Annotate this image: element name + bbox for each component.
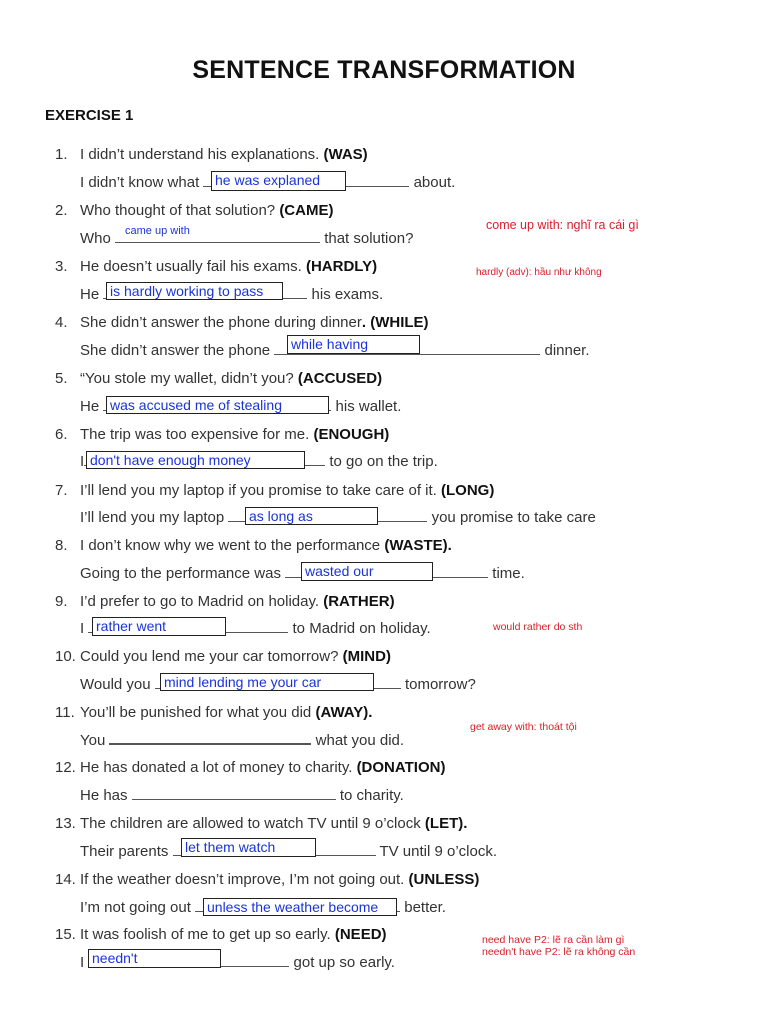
question-text: If the weather doesn’t improve, I’m not going out. <box>80 871 405 888</box>
keyword: . (WHILE) <box>361 314 429 331</box>
question-text: “You stole my wallet, didn’t you? <box>80 370 294 387</box>
answer-field-7[interactable]: as long as <box>245 507 378 525</box>
answer-field-8[interactable]: wasted our <box>301 562 433 581</box>
answer-text-2[interactable]: came up with <box>125 225 190 237</box>
keyword: (WASTE). <box>384 537 452 554</box>
answer-suffix: to Madrid on holiday. <box>292 620 431 637</box>
answer-prefix: I’m not going out <box>80 899 191 916</box>
answer-field-6[interactable]: don't have enough money <box>86 451 305 469</box>
keyword: (ENOUGH) <box>313 426 390 443</box>
answer-prefix: I <box>80 453 85 470</box>
answer-field-14[interactable]: unless the weather become <box>203 898 397 916</box>
question-4 <box>55 314 429 331</box>
answer-suffix: his wallet. <box>335 398 402 415</box>
question-text: Who thought of that solution? <box>80 202 276 219</box>
blank-line <box>109 731 311 745</box>
keyword: (CAME) <box>279 202 334 219</box>
answer-prefix: I didn’t know what <box>80 174 200 191</box>
answer-field-13[interactable]: let them watch <box>181 838 316 857</box>
question-7 <box>55 482 494 499</box>
answer-field-9[interactable]: rather went <box>92 617 226 636</box>
question-number: 15. <box>55 926 76 943</box>
answer-field-10[interactable]: mind lending me your car <box>160 673 374 691</box>
question-text: I’d prefer to go to Madrid on holiday. <box>80 593 320 610</box>
note-came-up: come up with: nghĩ ra cái gì <box>486 218 639 232</box>
note-hardly: hardly (adv): hầu như không <box>476 267 602 278</box>
note-rather: would rather do sth <box>493 621 583 633</box>
keyword: (ACCUSED) <box>297 370 383 387</box>
exercise-heading: EXERCISE 1 <box>45 107 134 124</box>
question-number: 7. <box>55 482 68 499</box>
question-number: 1. <box>55 146 68 163</box>
question-number: 13. <box>55 815 76 832</box>
answer-suffix: dinner. <box>544 342 590 359</box>
answer-prefix: Who <box>80 230 111 247</box>
note-away: get away with: thoát tội <box>470 721 577 733</box>
answer-suffix: time. <box>492 565 525 582</box>
question-text: Could you lend me your car tomorrow? <box>80 648 339 665</box>
answer-prefix: She didn’t answer the phone <box>80 342 271 359</box>
question-text: I don’t know why we went to the performance <box>80 537 381 554</box>
question-1 <box>55 146 368 163</box>
answer-suffix: better. <box>404 899 446 916</box>
question-15 <box>55 926 387 943</box>
question-number: 10. <box>55 648 76 665</box>
question-text: The children are allowed to watch TV until 9 o’clock <box>80 815 421 832</box>
answer-prefix: Going to the performance was <box>80 565 281 582</box>
question-number: 11. <box>55 704 75 721</box>
question-number: 14. <box>55 871 76 888</box>
question-number: 8. <box>55 537 68 554</box>
answer-suffix: tomorrow? <box>404 676 476 693</box>
question-number: 6. <box>55 426 68 443</box>
answer-suffix: to go on the trip. <box>329 453 438 470</box>
answer-line-12 <box>80 787 404 804</box>
answer-prefix: I’ll lend you my laptop <box>80 509 225 526</box>
answer-suffix: his exams. <box>311 286 384 303</box>
question-3 <box>55 258 377 275</box>
question-text: I didn’t understand his explanations. <box>80 146 320 163</box>
keyword: (AWAY). <box>315 704 373 721</box>
note-need-have: need have P2: lẽ ra cần làm gì <box>482 934 625 946</box>
question-number: 9. <box>55 593 68 610</box>
keyword: (HARDLY) <box>305 258 378 275</box>
question-number: 4. <box>55 314 68 331</box>
question-text: You’ll be punished for what you did <box>80 704 312 721</box>
question-6 <box>55 426 389 443</box>
question-text: The trip was too expensive for me. <box>80 426 310 443</box>
keyword: (MIND) <box>342 648 391 665</box>
answer-prefix: You <box>80 732 106 749</box>
answer-suffix: TV until 9 o’clock. <box>379 843 497 860</box>
question-text: He has donated a lot of money to charity. <box>80 759 353 776</box>
question-number: 3. <box>55 258 68 275</box>
question-14 <box>55 871 479 888</box>
answer-suffix: you promise to take care <box>431 509 596 526</box>
answer-prefix: Their parents <box>80 843 169 860</box>
answer-prefix: Would you <box>80 676 151 693</box>
keyword: (UNLESS) <box>408 871 480 888</box>
blank-line <box>132 787 336 800</box>
question-8 <box>55 537 452 554</box>
answer-line-11 <box>80 731 404 749</box>
question-number: 12. <box>55 759 76 776</box>
question-13 <box>55 815 467 832</box>
answer-field-1[interactable]: he was explaned <box>211 171 346 191</box>
question-5 <box>55 370 382 387</box>
question-9 <box>55 593 395 610</box>
question-number: 2. <box>55 202 68 219</box>
question-number: 5. <box>55 370 68 387</box>
answer-prefix: I <box>80 620 85 637</box>
keyword: (DONATION) <box>356 759 446 776</box>
answer-prefix: I <box>80 954 85 971</box>
answer-field-4[interactable]: while having <box>287 335 420 354</box>
question-text: I’ll lend you my laptop if you promise to take care of it. <box>80 482 437 499</box>
answer-field-3[interactable]: is hardly working to pass <box>106 282 283 300</box>
answer-suffix: to charity. <box>339 787 404 804</box>
question-2 <box>55 202 333 219</box>
note-neednt-have: needn't have P2: lẽ ra không cần <box>482 946 636 958</box>
answer-field-5[interactable]: was accused me of stealing <box>106 396 329 414</box>
answer-suffix: got up so early. <box>293 954 395 971</box>
question-text: It was foolish of me to get up so early. <box>80 926 331 943</box>
keyword: (WAS) <box>323 146 368 163</box>
answer-prefix: He has <box>80 787 128 804</box>
answer-suffix: about. <box>413 174 456 191</box>
answer-suffix: that solution? <box>324 230 414 247</box>
answer-field-15[interactable]: needn't <box>88 949 221 968</box>
keyword: (NEED) <box>334 926 387 943</box>
question-12 <box>55 759 445 776</box>
answer-prefix: He <box>80 398 100 415</box>
question-text: She didn’t answer the phone during dinner <box>80 314 362 331</box>
answer-suffix: what you did. <box>315 732 405 749</box>
page-title: SENTENCE TRANSFORMATION <box>192 56 576 84</box>
question-text: He doesn’t usually fail his exams. <box>80 258 302 275</box>
keyword: (LET). <box>424 815 468 832</box>
question-11 <box>55 704 372 721</box>
question-10 <box>55 648 391 665</box>
keyword: (LONG) <box>441 482 495 499</box>
answer-prefix: He <box>80 286 100 303</box>
keyword: (RATHER) <box>323 593 395 610</box>
